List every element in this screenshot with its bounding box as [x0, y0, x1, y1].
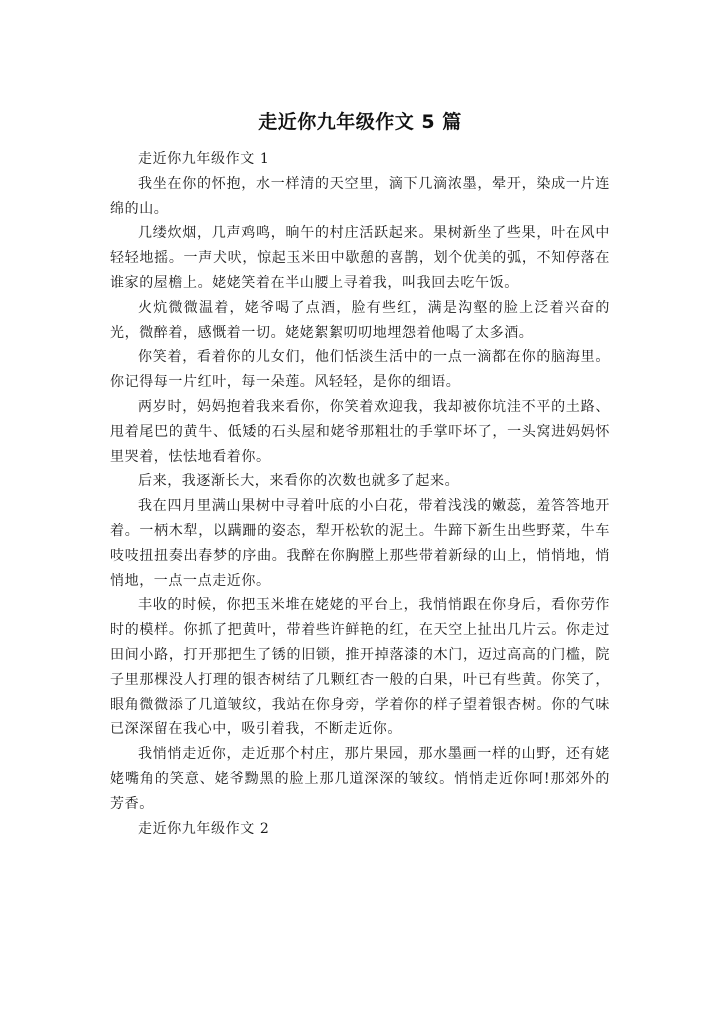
section-heading: 走近你九年级作文 1	[138, 151, 270, 167]
document-title: 走近你九年级作文 5 篇	[258, 111, 462, 133]
paragraph: 我坐在你的怀抱，水一样清的天空里，滴下几滴浓墨，晕开，染成一片连绵的山。	[110, 175, 610, 217]
paragraph: 几缕炊烟，几声鸡鸣，晌午的村庄活跃起来。果树新坐了些果，叶在风中轻轻地摇。一声犬吠，惊起玉米田中歇憩的喜鹊，划个优美的弧，不知停落在谁家的屋檐上。姥姥笑着在半山腰上寻着我，叫我回去吃午饭。	[110, 225, 610, 291]
paragraph: 我在四月里满山果树中寻着叶底的小白花，带着浅浅的嫩蕊，羞答答地开着。一柄木犁，以蹒跚的姿态，犁开松软的泥土。牛蹄下新生出些野菜，牛车吱吱扭扭奏出春梦的序曲。我醉在你胸膛上那些带着新绿的山上，悄悄地，悄悄地，一点一点走近你。	[110, 498, 610, 589]
paragraph: 两岁时，妈妈抱着我来看你，你笑着欢迎我，我却被你坑洼不平的土路、甩着尾巴的黄牛、低矮的石头屋和姥爷那粗壮的手掌吓坏了，一头窝进妈妈怀里哭着，怯怯地看着你。	[110, 398, 610, 465]
paragraph: 后来，我逐渐长大，来看你的次数也就多了起来。	[138, 473, 460, 490]
paragraph: 火炕微微温着，姥爷喝了点酒，脸有些红，满是沟壑的脸上泛着兴奋的光，微醉着，感慨着一切。姥姥絮絮叨叨地埋怨着他喝了太多酒。	[110, 299, 610, 341]
section-heading: 走近你九年级作文 2	[138, 820, 270, 837]
paragraph: 你笑着，看着你的儿女们，他们恬淡生活中的一点一滴都在你的脑海里。你记得每一片红叶，每一朵莲。风轻轻，是你的细语。	[110, 349, 610, 391]
paragraph: 丰收的时候，你把玉米堆在姥姥的平台上，我悄悄跟在你身后，看你劳作时的模样。你抓了把黄叶，带着些许鲜艳的红，在天空上扯出几片云。你走过田间小路，打开那把生了锈的旧锁，推开掉落漆的木门，迈过高高的门槛，院子里那棵没人打理的银杏树结了几颗红杏一般的白果，叶已有些黄。你笑了，眼角微微添了几道皱纹，我站在你身旁，学着你的样子望着银杏树。你的气味已深深留在我心中，吸引着我，不断走近你。	[110, 597, 610, 738]
document-body	[110, 147, 610, 841]
paragraph: 我悄悄走近你，走近那个村庄，那片果园，那水墨画一样的山野，还有姥姥嘴角的笑意、姥爷黝黑的脸上那几道深深的皱纹。悄悄走近你呵!那郊外的芳香。	[110, 746, 610, 812]
